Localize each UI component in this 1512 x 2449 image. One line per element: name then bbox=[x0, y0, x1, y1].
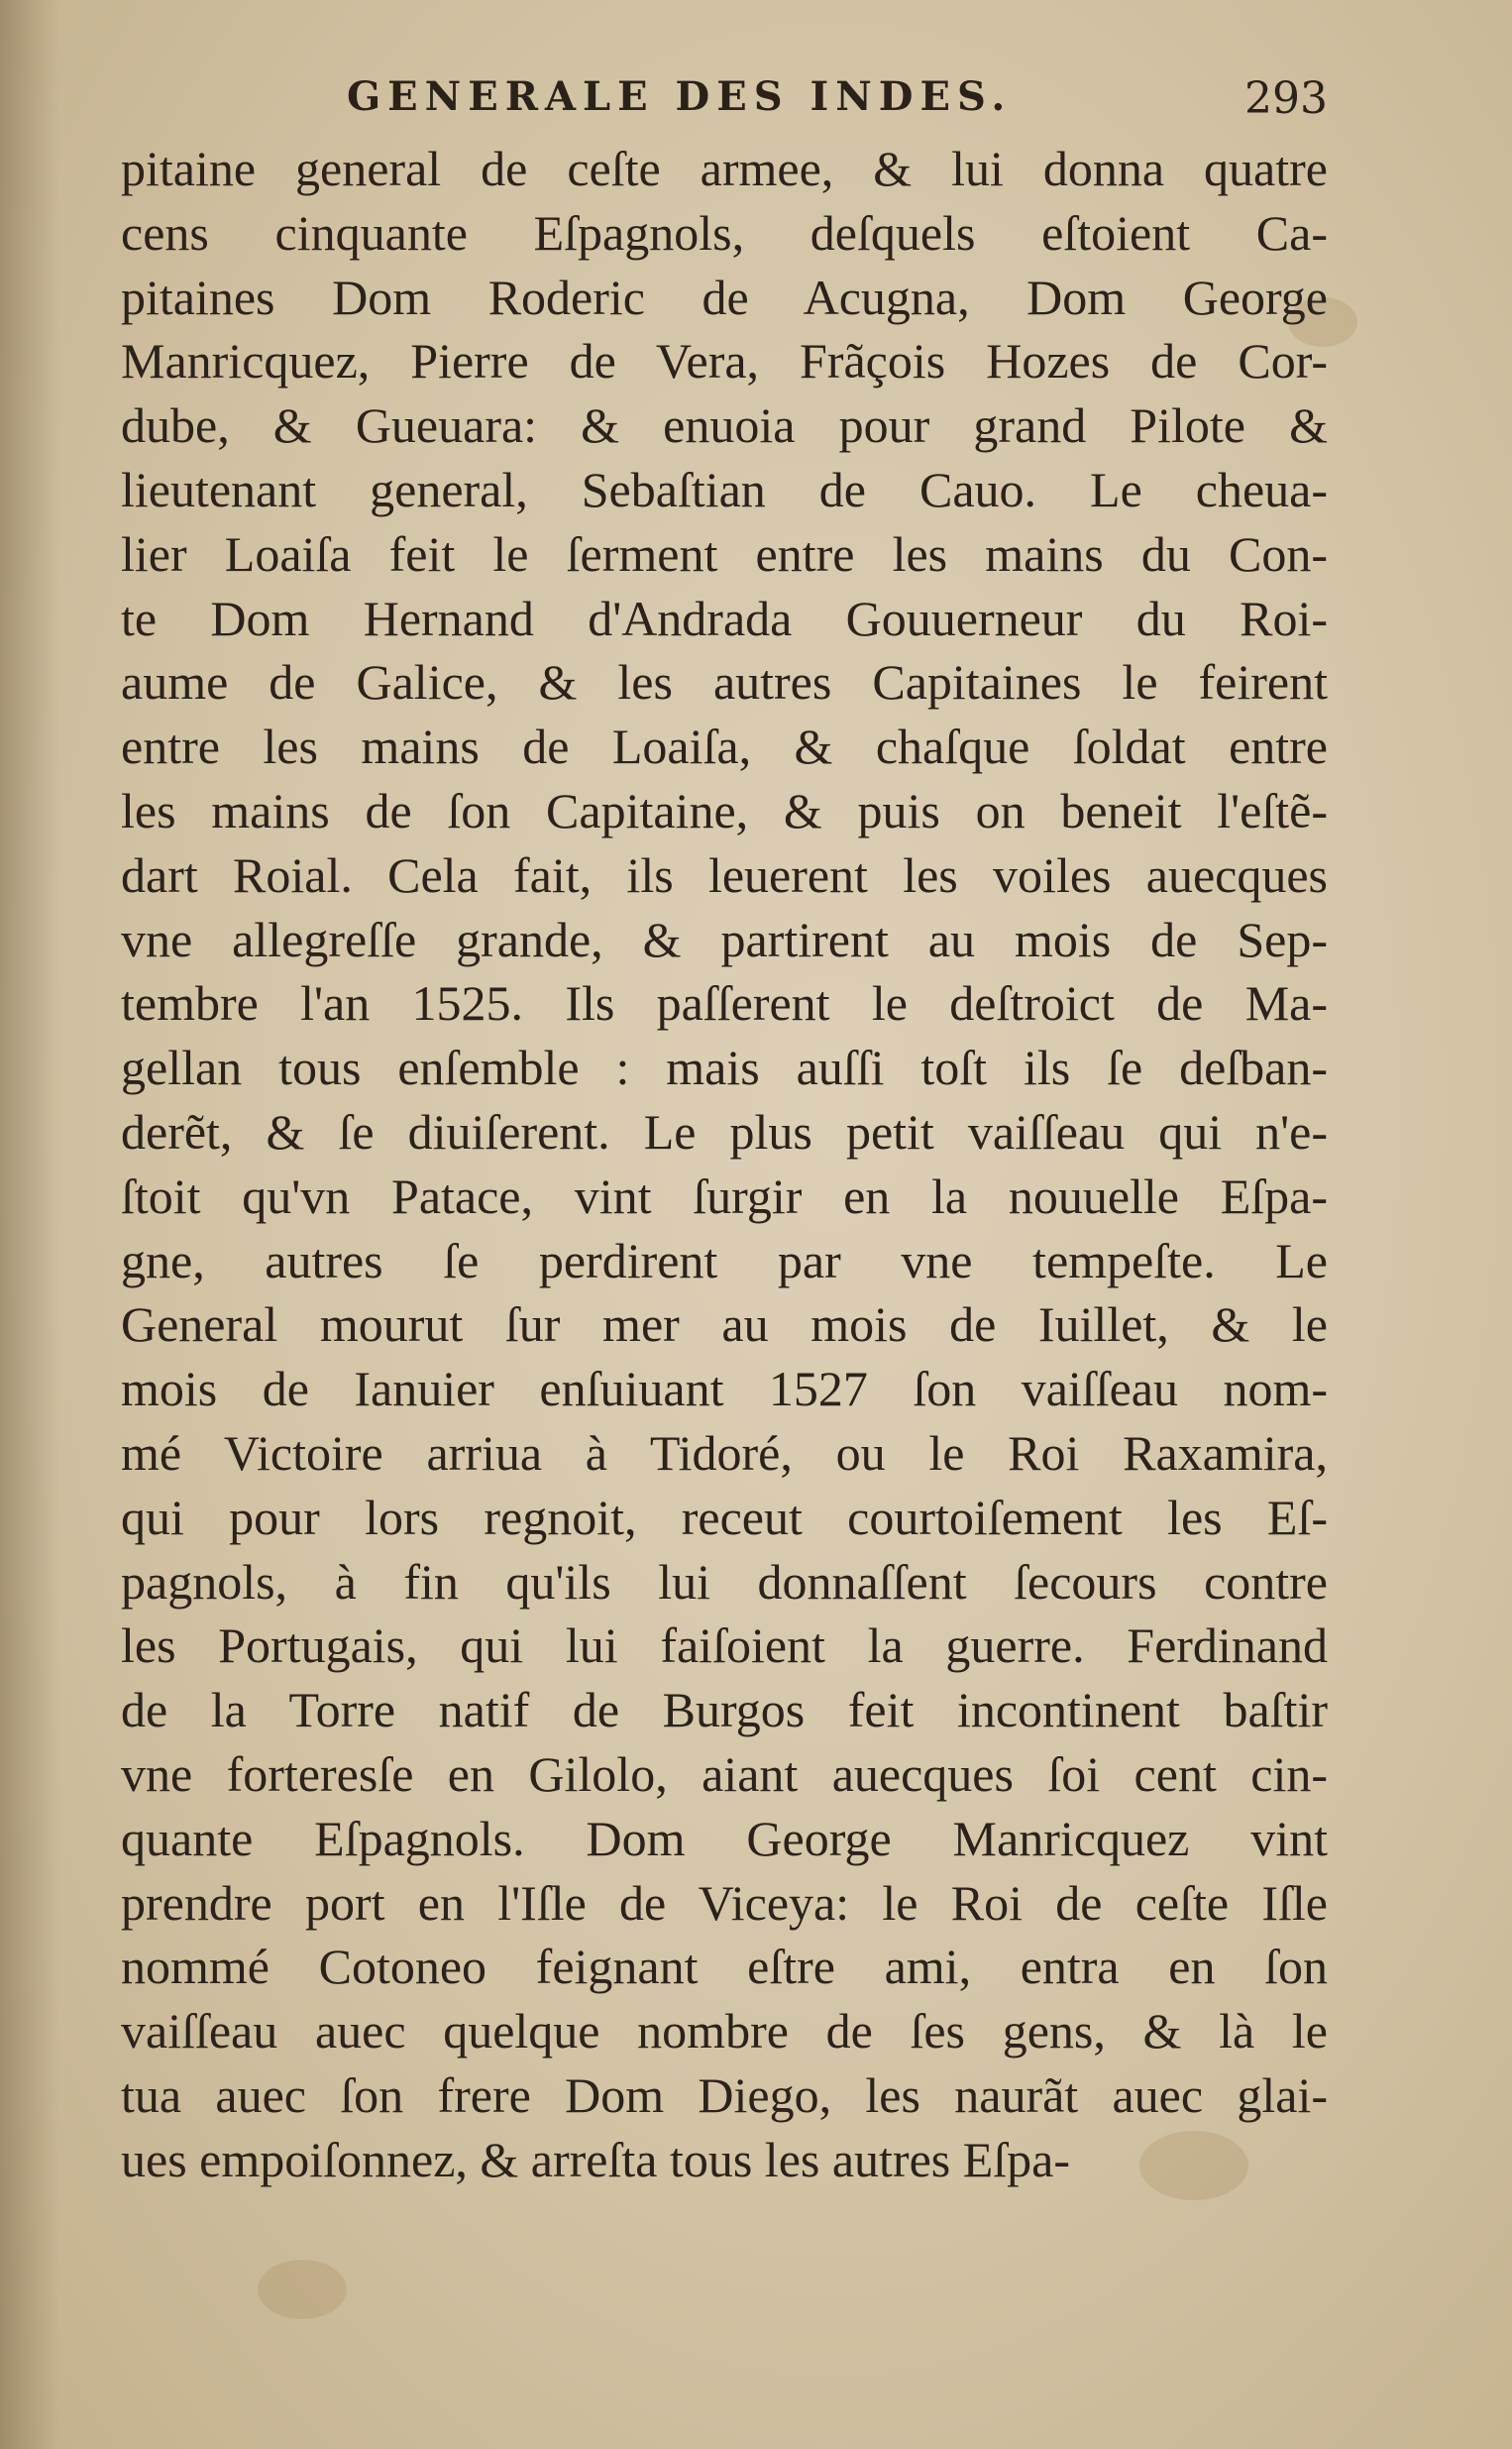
text-line: prendre port en l'Iſle de Viceya: le Roi de ceſte Iſle bbox=[121, 1874, 1328, 1931]
text-line: les mains de ſon Capitaine, & puis on beneit l'eſtẽ- bbox=[121, 782, 1328, 838]
spine-shadow bbox=[0, 0, 59, 2449]
text-line: nommé Cotoneo feignant eſtre ami, entra en ſon bbox=[121, 1939, 1328, 1995]
text-line: lieutenant general, Sebaſtian de Cauo. Le cheua- bbox=[121, 461, 1328, 517]
text-line: derẽt, & ſe diuiſerent. Le plus petit vaiſſeau qui n'e- bbox=[121, 1103, 1328, 1160]
text-line: mé Victoire arriua à Tidoré, ou le Roi Raxamira, bbox=[121, 1424, 1328, 1481]
text-line: gellan tous enſemble : mais auſſi toſt ils ſe deſban- bbox=[121, 1040, 1328, 1096]
text-line: pitaines Dom Roderic de Acugna, Dom George bbox=[121, 269, 1328, 325]
text-line: qui pour lors regnoit, receut courtoiſement les Eſ- bbox=[121, 1489, 1328, 1545]
text-line: les Portugais, qui lui faiſoient la guerre. Ferdinand bbox=[121, 1617, 1328, 1674]
text-line: mois de Ianuier enſuiuant 1527 ſon vaiſſeau nom- bbox=[121, 1361, 1328, 1417]
text-line: pagnols, à fin qu'ils lui donnaſſent ſecours contre bbox=[121, 1553, 1328, 1610]
text-line: General mourut ſur mer au mois de Iuillet, & le bbox=[121, 1296, 1328, 1353]
text-line: vaiſſeau auec quelque nombre de ſes gens, & là le bbox=[121, 2003, 1328, 2059]
text-line: dart Roial. Cela fait, ils leuerent les voiles auecques bbox=[121, 846, 1328, 903]
text-line: quante Eſpagnols. Dom George Manricquez vint bbox=[121, 1810, 1328, 1866]
text-line: de la Torre natif de Burgos feit incontinent baſtir bbox=[121, 1682, 1328, 1738]
text-line: tua auec ſon frere Dom Diego, les naurãt auec glai- bbox=[121, 2066, 1328, 2123]
text-line: ues empoiſonnez, & arreſta tous les autres Eſpa- bbox=[121, 2131, 1071, 2187]
running-head bbox=[119, 73, 1328, 143]
text-line: entre les mains de Loaiſa, & chaſque ſoldat entre bbox=[121, 719, 1328, 775]
paper-stain bbox=[258, 2260, 347, 2319]
running-title: GENERALE DES INDES. bbox=[347, 73, 1013, 120]
text-line: cens cinquante Eſpagnols, deſquels eſtoient Ca- bbox=[121, 204, 1328, 261]
text-line: gne, autres ſe perdirent par vne tempeſte. Le bbox=[121, 1232, 1328, 1288]
page-number: 293 bbox=[1244, 73, 1328, 124]
body-text bbox=[121, 137, 1328, 2192]
text-line: aume de Galice, & les autres Capitaines le feirent bbox=[121, 654, 1328, 711]
text-line: lier Loaiſa feit le ſerment entre les mains du Con- bbox=[121, 525, 1328, 582]
text-line: te Dom Hernand d'Andrada Gouuerneur du Roi- bbox=[121, 590, 1328, 646]
text-line: Manricquez, Pierre de Vera, Frãçois Hozes de Cor- bbox=[121, 333, 1328, 390]
text-line: ſtoit qu'vn Patace, vint ſurgir en la nouuelle Eſpa- bbox=[121, 1168, 1328, 1224]
text-line: tembre l'an 1525. Ils paſſerent le deſtroict de Ma- bbox=[121, 975, 1328, 1032]
text-line: vne allegreſſe grande, & partirent au mois de Sep- bbox=[121, 911, 1328, 967]
text-line: vne forteresſe en Gilolo, aiant auecques ſoi cent cin- bbox=[121, 1745, 1328, 1802]
text-line: pitaine general de ceſte armee, & lui donna quatre bbox=[121, 141, 1328, 196]
text-line: dube, & Gueuara: & enuoia pour grand Pilote & bbox=[121, 397, 1328, 454]
